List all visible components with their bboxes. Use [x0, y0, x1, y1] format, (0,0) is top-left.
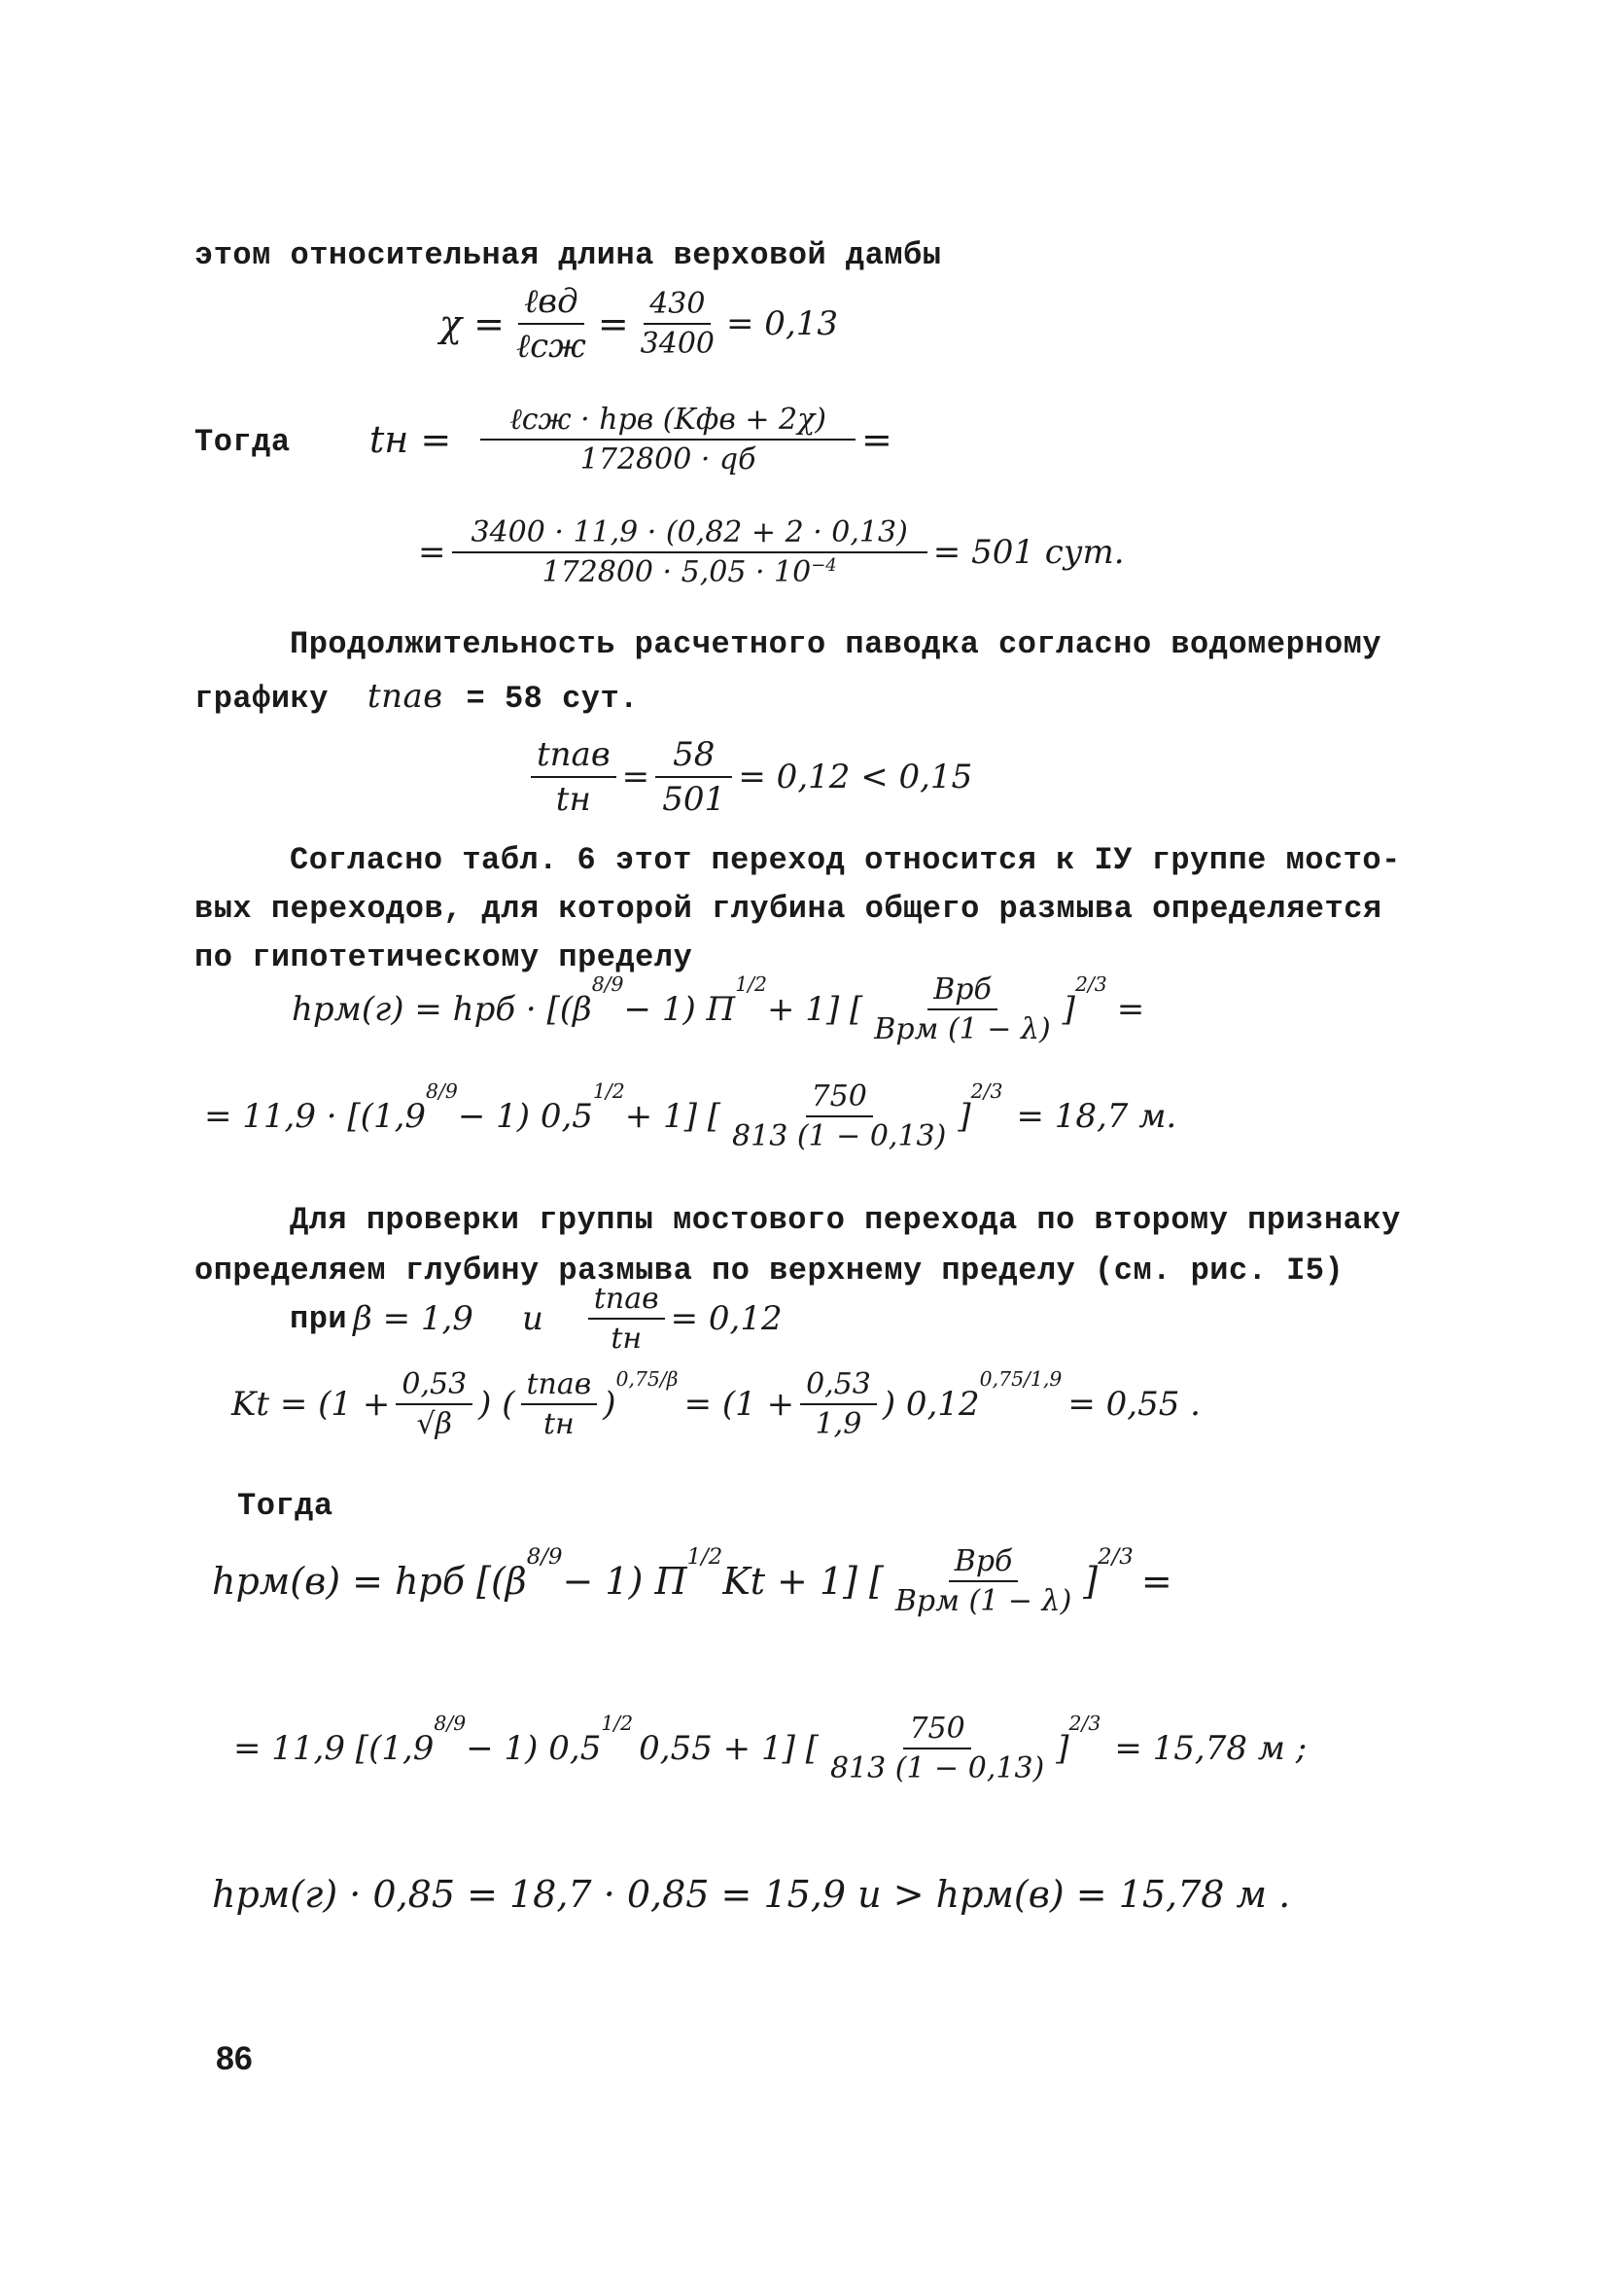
kt-formula	[231, 1367, 1201, 1441]
hg-lhs: hрм(г) = hрб · [(β	[292, 990, 592, 1029]
hg-mid2: + 1] [	[767, 990, 863, 1029]
t-ratio-num2: 58	[655, 735, 732, 778]
t-ratio-result: = 0,12 < 0,15	[738, 758, 973, 796]
hg2-lhs: = 11,9 · [(1,9	[204, 1097, 427, 1136]
hv-exp2: 1/2	[686, 1544, 723, 1570]
kt-exp: 0,75/β	[615, 1367, 679, 1391]
t-ratio-formula	[525, 735, 972, 819]
chi-fraction-1	[510, 282, 592, 366]
hg-num: Bрб	[927, 972, 997, 1010]
kt-mid2: ) 0,12	[882, 1385, 980, 1424]
hg2-exp1: 8/9	[426, 1079, 458, 1103]
kt-num1: 0,53	[396, 1367, 472, 1405]
kt-num2: tпав	[521, 1367, 598, 1405]
t-ratio-den2: 501	[662, 780, 726, 819]
kt-close: )	[603, 1385, 616, 1424]
hg-eq: =	[1116, 990, 1145, 1029]
tn2-fraction	[452, 515, 927, 589]
pri-num: tпав	[588, 1282, 665, 1320]
hv-close: ]	[1083, 1560, 1099, 1603]
chi-fraction-2	[635, 287, 720, 361]
togda-label-1: Тогда	[194, 424, 291, 460]
chi-den1: ℓсж	[515, 327, 586, 366]
tn-formula	[369, 403, 892, 477]
hv-num: Bрб	[949, 1544, 1019, 1582]
tpav-symbol: tпав	[367, 677, 443, 716]
kt-lhs: Kt = (1 +	[231, 1385, 391, 1424]
hg-fraction	[868, 972, 1056, 1046]
kt-eq: = (1 +	[683, 1385, 795, 1424]
group-line-2: вых переходов, для которой глубина общего размыва определяется	[194, 891, 1382, 927]
tn2-den-exp: −4	[811, 555, 837, 576]
t-ratio-eq: =	[621, 758, 650, 796]
pri-den: tн	[611, 1322, 643, 1356]
hg2-mid2: + 1] [	[624, 1097, 721, 1136]
kt-fraction-3	[800, 1367, 877, 1441]
hv2-num: 750	[903, 1712, 970, 1749]
hg2-den: 813 (1 − 0,13)	[732, 1119, 947, 1153]
intro-text: этом относительная длина верховой дамбы	[194, 237, 942, 273]
chi-lhs: χ =	[439, 302, 505, 345]
tn-eq: =	[861, 418, 892, 461]
kt-den1: √β	[416, 1407, 452, 1441]
hv2-lhs: = 11,9 [(1,9	[233, 1729, 435, 1768]
hg-exp3: 2/3	[1074, 972, 1107, 996]
tn2-num: 3400 · 11,9 · (0,82 + 2 · 0,13)	[452, 515, 927, 553]
hv2-mid: − 1) 0,5	[466, 1729, 602, 1768]
tn-numeric-formula	[418, 515, 1125, 589]
kt-exp2: 0,75/1,9	[979, 1367, 1063, 1391]
duration-line-1: Продолжительность расчетного паводка согласно водомерному	[290, 626, 1382, 662]
togda-label-2: Тогда	[237, 1488, 333, 1524]
kt-den2: tн	[542, 1407, 575, 1441]
tn2-den: 172800 · 5,05 · 10	[541, 555, 812, 589]
duration-line-2a: графику	[194, 681, 329, 717]
tn2-eq: =	[418, 533, 446, 572]
pri-label: при	[290, 1300, 348, 1337]
hg2-result: = 18,7 м.	[1016, 1097, 1177, 1136]
t-ratio-fraction-2	[655, 735, 732, 819]
hg2-num: 750	[806, 1079, 873, 1117]
tn-num: ℓсж · hрв (Kфв + 2χ)	[480, 403, 856, 441]
chi-formula	[439, 282, 838, 366]
group-line-1: Согласно табл. 6 этот переход относится к IУ группе мосто-	[290, 842, 1401, 878]
t-ratio-den: tн	[555, 780, 591, 819]
chi-result: = 0,13	[726, 304, 839, 343]
hv-eq: =	[1140, 1560, 1172, 1603]
hv-lhs: hрм(в) = hрб [(β	[212, 1560, 527, 1603]
hg-exp2: 1/2	[735, 972, 768, 996]
tn-lhs: tн =	[369, 418, 452, 461]
pri-beta: β = 1,9	[353, 1299, 473, 1338]
pri-result: = 0,12	[670, 1299, 783, 1338]
hv2-result: = 15,78 м ;	[1114, 1729, 1308, 1768]
hg2-mid: − 1) 0,5	[457, 1097, 593, 1136]
hg-den: Bрм (1 − λ)	[874, 1012, 1051, 1046]
hv2-exp3: 2/3	[1068, 1712, 1101, 1735]
hv-mid2: Kt + 1] [	[722, 1560, 884, 1603]
t-ratio-fraction-1	[531, 735, 616, 819]
hv2-exp1: 8/9	[434, 1712, 467, 1735]
kt-den3: 1,9	[815, 1407, 862, 1441]
check-line-1: Для проверки группы мостового перехода по второму признаку	[290, 1202, 1401, 1238]
hv2-exp2: 1/2	[601, 1712, 634, 1735]
hv2-den: 813 (1 − 0,13)	[829, 1751, 1045, 1785]
hv-mid: − 1) П	[562, 1560, 687, 1603]
hv-exp1: 8/9	[526, 1544, 563, 1570]
hv2-fraction	[824, 1712, 1050, 1785]
tn2-result: = 501 сут.	[932, 533, 1125, 572]
hv-fraction	[890, 1544, 1077, 1618]
hg2-exp3: 2/3	[970, 1079, 1003, 1103]
hg2-exp2: 1/2	[592, 1079, 625, 1103]
hv-exp3: 2/3	[1098, 1544, 1134, 1570]
hg-formula	[292, 972, 1144, 1046]
hg-close: ]	[1062, 990, 1075, 1029]
comparison-line: hрм(г) · 0,85 = 18,7 · 0,85 = 15,9 и > hрм(в) = 15,78 м .	[212, 1873, 1291, 1916]
kt-fraction-1	[396, 1367, 472, 1441]
duration-line-2	[194, 677, 639, 717]
group-line-3: по гипотетическому пределу	[194, 939, 693, 975]
page-number: 86	[216, 2040, 253, 2077]
hg-exp1: 8/9	[591, 972, 624, 996]
pri-line	[290, 1282, 783, 1356]
duration-line-2b: = 58 сут.	[466, 681, 639, 717]
kt-mid: ) (	[478, 1385, 515, 1424]
chi-den2: 3400	[640, 327, 716, 361]
hv-formula	[212, 1544, 1172, 1618]
kt-fraction-2	[521, 1367, 598, 1441]
chi-num2: 430	[644, 287, 711, 325]
hv2-close: ]	[1056, 1729, 1069, 1768]
pri-fraction	[588, 1282, 665, 1356]
tn2-den-wrap	[537, 553, 843, 589]
pri-and: и	[521, 1299, 543, 1338]
hv-numeric-formula	[233, 1712, 1307, 1785]
hg-numeric-formula	[204, 1079, 1176, 1153]
check-line-2: определяем глубину размыва по верхнему пределу (см. рис. I5)	[194, 1253, 1345, 1289]
chi-eq: =	[597, 302, 629, 345]
hg2-fraction	[726, 1079, 952, 1153]
tn-fraction	[480, 403, 856, 477]
hv2-mid2: 0,55 + 1] [	[639, 1729, 819, 1768]
hg-mid: − 1) П	[623, 990, 736, 1029]
hv-den: Bрм (1 − λ)	[894, 1584, 1072, 1618]
kt-num3: 0,53	[800, 1367, 877, 1405]
kt-result: = 0,55 .	[1067, 1385, 1201, 1424]
chi-num1: ℓвд	[518, 282, 584, 325]
tn-den: 172800 · qб	[579, 442, 756, 477]
hg2-close: ]	[958, 1097, 971, 1136]
t-ratio-num: tпав	[531, 735, 616, 778]
